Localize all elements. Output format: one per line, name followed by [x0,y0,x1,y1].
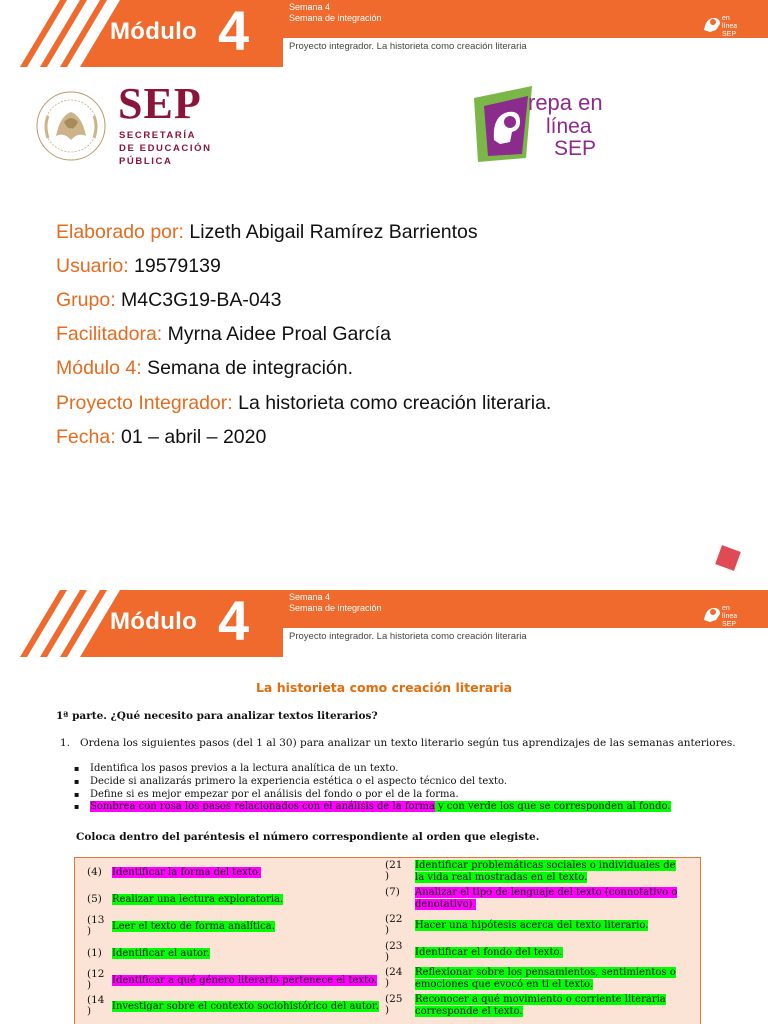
bullet-item: ▪ Decide si analizarás primero la experiencia estética o el aspecto técnico del texto. [74,776,671,789]
step-number: (12 ) [87,968,105,991]
svg-text:línea: línea [722,23,738,30]
prepa-line-1: repa en [528,90,603,115]
step-text: Realizar una lectura exploratoria. [112,894,284,905]
info-grupo [56,289,281,312]
step-text: Identificar la forma del texto. [112,867,261,878]
step-text: Identificar problemáticas sociales o individuales de la vida real mostradas en el texto. [415,860,676,883]
step-text: Identificar a qué género literario pertenece el texto. [112,975,378,986]
info-value: 19579139 [134,255,221,277]
step-text: Analizar el tipo de lenguaje del texto (connotativo o denotativo). [415,887,678,910]
prepa-small-logo [700,600,744,628]
info-value: M4C3G19-BA-043 [121,289,282,311]
step-number: (25 ) [385,993,403,1016]
header-module-label: Módulo [110,608,198,635]
prepa-line-3: SEP [554,137,597,160]
decorative-diamond [715,545,741,571]
prepa-line-2: línea [546,115,592,138]
step-number: (23 ) [385,940,403,963]
module-header [0,590,768,657]
step-number: (22 ) [385,913,403,936]
svg-text:en: en [722,605,730,612]
info-label: Grupo: [56,289,116,311]
svg-text:SEP: SEP [722,621,737,628]
header-project: Proyecto integrador. La historieta como creación literaria [289,631,527,642]
step-text: Identificar el fondo del texto. [415,947,563,958]
step-number: (24 ) [385,966,403,989]
header-week-title: Semana de integración [289,603,382,613]
bullet-item [74,801,671,814]
info-label: Fecha: [56,426,116,448]
info-value: Myrna Aidee Proal García [167,323,391,345]
sep-logo-word: SEP [118,79,202,128]
info-elaborado [56,221,478,244]
info-value: Lizeth Abigail Ramírez Barrientos [189,221,478,243]
bullet-list [74,763,671,814]
info-value: Semana de integración. [147,357,354,379]
info-usuario [56,255,221,278]
header-project: Proyecto integrador. La historieta como creación literaria [289,41,527,52]
part-1-heading: 1ª parte. ¿Qué necesito para analizar textos literarios? [56,710,378,722]
sep-line-2: DE EDUCACIÓN [119,143,212,154]
step-number: (4) [87,866,102,878]
instruction-text: Ordena los siguientes pasos (del 1 al 30) para analizar un texto literario según tus aprendizajes de las semanas anteriores. [80,737,736,749]
step-number: (21 ) [385,859,403,882]
step-text: Investigar sobre el contexto sociohistórico del autor. [112,1001,379,1012]
instruction-number: 1. [60,737,71,749]
step-text: Identificar el autor. [112,948,210,959]
prepa-en-linea-logo [470,80,610,164]
step-text: Reconocer a qué movimiento o corriente literaria corresponde el texto. [415,994,666,1017]
info-value: La historieta como creación literaria. [238,392,552,414]
info-proyecto [56,392,551,415]
info-label: Facilitadora: [56,323,163,345]
header-module-label: Módulo [110,18,198,45]
step-number: (14 ) [87,994,105,1017]
info-label: Proyecto Integrador: [56,392,233,414]
info-label: Elaborado por: [56,221,184,243]
header-module-number: 4 [218,0,250,62]
info-fecha [56,426,266,449]
document-title: La historieta como creación literaria [255,680,513,695]
svg-text:en: en [722,15,730,22]
svg-text:línea: línea [722,613,738,620]
step-text: Reflexionar sobre los pensamientos, sentimientos o emociones que evocó en ti el texto. [415,967,676,990]
sep-line-3: PÚBLICA [119,156,173,167]
svg-text:SEP: SEP [722,31,737,38]
instruction-1 [60,737,736,749]
step-text: Leer el texto de forma analítica. [112,921,275,932]
info-value: 01 – abril – 2020 [121,426,267,448]
step-text: Hacer una hipótesis acerca del texto literario. [415,920,649,931]
step-number: (7) [385,886,400,898]
info-facilitadora [56,323,391,346]
bullet-green-part: y con verde los que se corresponden al fondo. [434,801,671,813]
info-modulo [56,357,353,380]
sep-line-1: SECRETARÍA [119,130,197,141]
table-instruction: Coloca dentro del paréntesis el número correspondiente al orden que elegiste. [76,831,540,843]
bullet-item: ▪ Define si es mejor empezar por el análisis del fondo o por el de la forma. [74,789,671,802]
info-label: Usuario: [56,255,129,277]
steps-table [74,857,701,1024]
step-number: (1) [87,947,102,959]
document-page-2 [0,590,768,1024]
header-week-title: Semana de integración [289,13,382,23]
header-week: Semana 4 [289,2,331,12]
header-week: Semana 4 [289,592,331,602]
header-module-number: 4 [218,590,250,652]
module-header [0,0,768,67]
bullet-item: ▪ Identifica los pasos previos a la lectura analítica de un texto. [74,763,671,776]
mexico-seal-icon [34,86,108,166]
bullet-pink-part: Sombrea con rosa los pasos relacionados con el análisis de la forma [90,801,435,813]
prepa-small-logo [700,10,744,38]
step-number: (13 ) [87,914,105,937]
info-label: Módulo 4: [56,357,142,379]
step-number: (5) [87,893,102,905]
